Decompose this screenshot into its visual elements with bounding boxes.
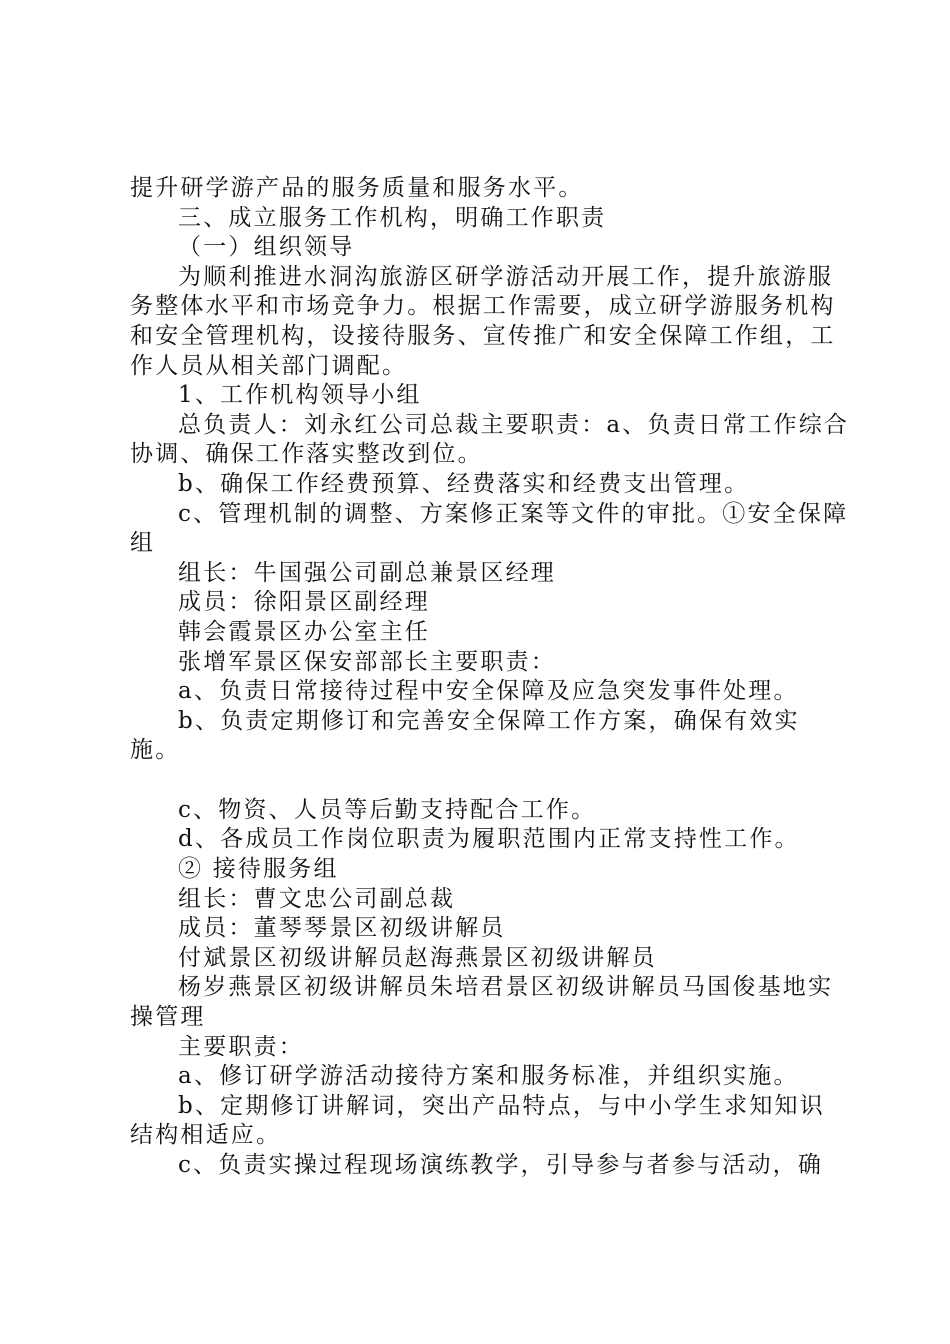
list-item: c、管理机制的调整、方案修正案等文件的审批。①安全保障组 <box>130 500 849 557</box>
list-heading: ② 接待服务组 <box>178 856 339 883</box>
list-item: c、物资、人员等后勤支持配合工作。 <box>178 796 597 823</box>
section-heading: 三、成立服务工作机构，明确工作职责 <box>178 204 607 231</box>
paragraph: 成员：徐阳景区副经理 <box>178 589 430 616</box>
paragraph: 为顺利推进水洞沟旅游区研学游活动开展工作，提升旅游服务整体水平和市场竞争力。根据工作需要，成立研学游服务机构和安全管理机构，设接待服务、宣传推广和安全保障工作组，工作人员从相关部门调配。 <box>130 263 836 379</box>
list-item: c、负责实操过程现场演练教学，引导参与者参与活动，确 <box>178 1152 824 1178</box>
list-item: a、负责日常接待过程中安全保障及应急突发事件处理。 <box>178 678 799 705</box>
paragraph: 成员：董琴琴景区初级讲解员 <box>178 915 506 942</box>
paragraph: 张增军景区保安部部长主要职责： <box>178 648 556 675</box>
blank-line <box>130 766 850 796</box>
list-item: b、定期修订讲解词，突出产品特点，与中小学生求知知识结构相适应。 <box>130 1092 825 1149</box>
document-body <box>130 174 850 1181</box>
list-item: b、确保工作经费预算、经费落实和经费支出管理。 <box>178 470 750 497</box>
paragraph: 韩会霞景区办公室主任 <box>178 618 430 645</box>
list-heading: 1、工作机构领导小组 <box>178 382 422 409</box>
paragraph: 提升研学游产品的服务质量和服务水平。 <box>130 175 584 201</box>
list-item: d、各成员工作岗位职责为履职范围内正常支持性工作。 <box>178 826 800 853</box>
subsection-heading: （一）组织领导 <box>178 234 355 261</box>
paragraph: 付斌景区初级讲解员赵海燕景区初级讲解员 <box>178 944 657 971</box>
list-item: b、负责定期修订和完善安全保障工作方案，确保有效实施。 <box>130 707 800 764</box>
paragraph: 组长：牛国强公司副总兼景区经理 <box>178 559 556 586</box>
paragraph: 组长：曹文忠公司副总裁 <box>178 885 456 912</box>
paragraph: 主要职责： <box>178 1033 304 1060</box>
paragraph: 总负责人：刘永红公司总裁主要职责：a、负责日常工作综合协调、确保工作落实整改到位。 <box>130 411 850 468</box>
list-item: a、修订研学游活动接待方案和服务标准，并组织实施。 <box>178 1063 799 1090</box>
paragraph: 杨岁燕景区初级讲解员朱培君景区初级讲解员马国俊基地实操管理 <box>130 974 834 1031</box>
